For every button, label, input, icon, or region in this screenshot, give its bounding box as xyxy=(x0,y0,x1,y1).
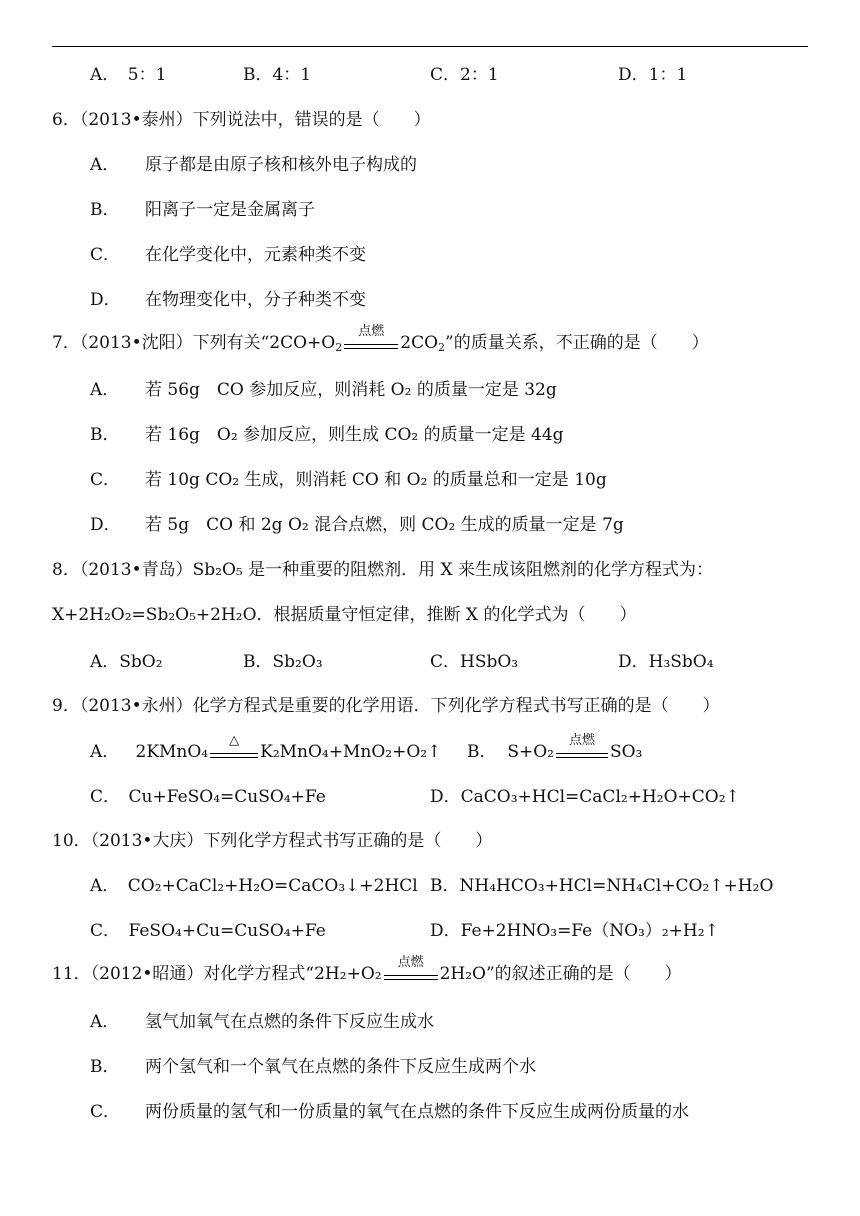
q8-option-a: A．SbO₂ xyxy=(90,652,163,672)
option-letter: C． xyxy=(90,470,121,490)
option-letter: D． xyxy=(90,515,121,535)
option-text: 两个氢气和一个氧气在点燃的条件下反应生成两个水 xyxy=(145,1057,536,1077)
q7-stem: 7．（2013•沈阳）下列有关“$2CO+O_2$ 点燃 $2CO_2$”的质量关系，不正确的是（ ） xyxy=(52,323,709,354)
q7-stem-suffix: ”的质量关系，不正确的是（ ） xyxy=(445,333,709,353)
q11-stem-prefix: 11．（2012•昭通）对化学方程式“2H₂+O₂ xyxy=(52,964,382,984)
reaction-condition: 点燃 xyxy=(382,964,440,986)
q11-stem-suffix: 2H₂O”的叙述正确的是（ ） xyxy=(439,964,682,984)
q8-stem-line2: X+2H₂O₂=Sb₂O₅+2H₂O．根据质量守恒定律，推断 X 的化学式为（ ） xyxy=(52,605,637,625)
option-text: 氢气加氧气在点燃的条件下反应生成水 xyxy=(145,1012,434,1032)
equation-products: SO₃ xyxy=(609,742,643,762)
q9-option-a xyxy=(90,732,442,764)
option-letter: D． xyxy=(90,290,121,310)
equation-products: K₂MnO₄+MnO₂+O₂↑ xyxy=(260,742,442,762)
option-letter: C． xyxy=(90,1102,121,1122)
option-text: 若 10g CO₂ 生成，则消耗 CO 和 O₂ 的质量总和一定是 10g xyxy=(145,470,607,490)
q5-option-b: B．4：1 xyxy=(243,65,312,85)
q8-option-c: C．HSbO₃ xyxy=(430,652,519,672)
q9-option-d: D．CaCO₃+HCl=CaCl₂+H₂O+CO₂↑ xyxy=(430,787,740,807)
q9-option-c: C． Cu+FeSO₄=CuSO₄+Fe xyxy=(90,787,326,807)
equation-reactants: S+O₂ xyxy=(507,742,554,762)
q10-option-b: B．NH₄HCO₃+HCl=NH₄Cl+CO₂↑+H₂O xyxy=(430,876,774,896)
q9-stem: 9．（2013•永州）化学方程式是重要的化学用语．下列化学方程式书写正确的是（ ） xyxy=(52,696,720,716)
option-letter: A． xyxy=(90,1012,120,1032)
q10-option-c: C． FeSO₄+Cu=CuSO₄+Fe xyxy=(90,921,326,941)
q7-stem-prefix: 7．（2013•沈阳）下列有关“2CO+O xyxy=(52,333,336,353)
reaction-condition: 点燃 xyxy=(554,742,610,764)
option-letter: A． xyxy=(90,742,120,762)
option-letter: B． xyxy=(90,1057,120,1077)
q6-stem: 6．（2013•泰州）下列说法中，错误的是（ ） xyxy=(52,110,431,130)
option-letter: A． xyxy=(90,380,120,400)
q8-stem-line1: 8．（2013•青岛）Sb₂O₅ 是一种重要的阻燃剂．用 X 来生成该阻燃剂的化学方程式为： xyxy=(52,560,714,580)
q5-option-c: C．2：1 xyxy=(430,65,499,85)
q5-option-a: A． 5：1 xyxy=(90,65,167,85)
q10-option-d: D．Fe+2HNO₃=Fe（NO₃）₂+H₂↑ xyxy=(430,921,719,941)
q7-stem-product: 2CO xyxy=(400,333,439,353)
option-text: 阳离子一定是金属离子 xyxy=(145,200,315,220)
option-text: 在化学变化中，元素种类不变 xyxy=(145,245,366,265)
q8-option-b: B．Sb₂O₃ xyxy=(243,652,323,672)
top-rule xyxy=(52,46,808,47)
q5-option-d: D．1：1 xyxy=(618,65,688,85)
option-text: 在物理变化中，分子种类不变 xyxy=(145,290,366,310)
option-text: 若 16g O₂ 参加反应，则生成 CO₂ 的质量一定是 44g xyxy=(145,425,564,445)
reaction-condition: △ xyxy=(208,742,260,764)
option-letter: B． xyxy=(90,200,120,220)
option-text: 若 5g CO 和 2g O₂ 混合点燃，则 CO₂ 生成的质量一定是 7g xyxy=(145,515,624,535)
option-letter: C． xyxy=(90,245,121,265)
equation-reactants: 2KMnO₄ xyxy=(135,742,209,762)
q10-stem: 10．（2013•大庆）下列化学方程式书写正确的是（ ） xyxy=(52,831,493,851)
reaction-condition: 点燃 xyxy=(342,333,400,355)
option-text: 若 56g CO 参加反应，则消耗 O₂ 的质量一定是 32g xyxy=(145,380,557,400)
q11-stem xyxy=(52,954,682,986)
q8-option-d: D．H₃SbO₄ xyxy=(618,652,714,672)
option-text: 原子都是由原子核和核外电子构成的 xyxy=(145,155,417,175)
option-text: 两份质量的氢气和一份质量的氧气在点燃的条件下反应生成两份质量的水 xyxy=(145,1102,689,1122)
option-letter: B． xyxy=(467,742,497,762)
option-letter: B． xyxy=(90,425,120,445)
q10-option-a: A． CO₂+CaCl₂+H₂O=CaCO₃↓+2HCl xyxy=(90,876,418,896)
q9-option-b xyxy=(467,732,643,764)
option-letter: A． xyxy=(90,155,120,175)
